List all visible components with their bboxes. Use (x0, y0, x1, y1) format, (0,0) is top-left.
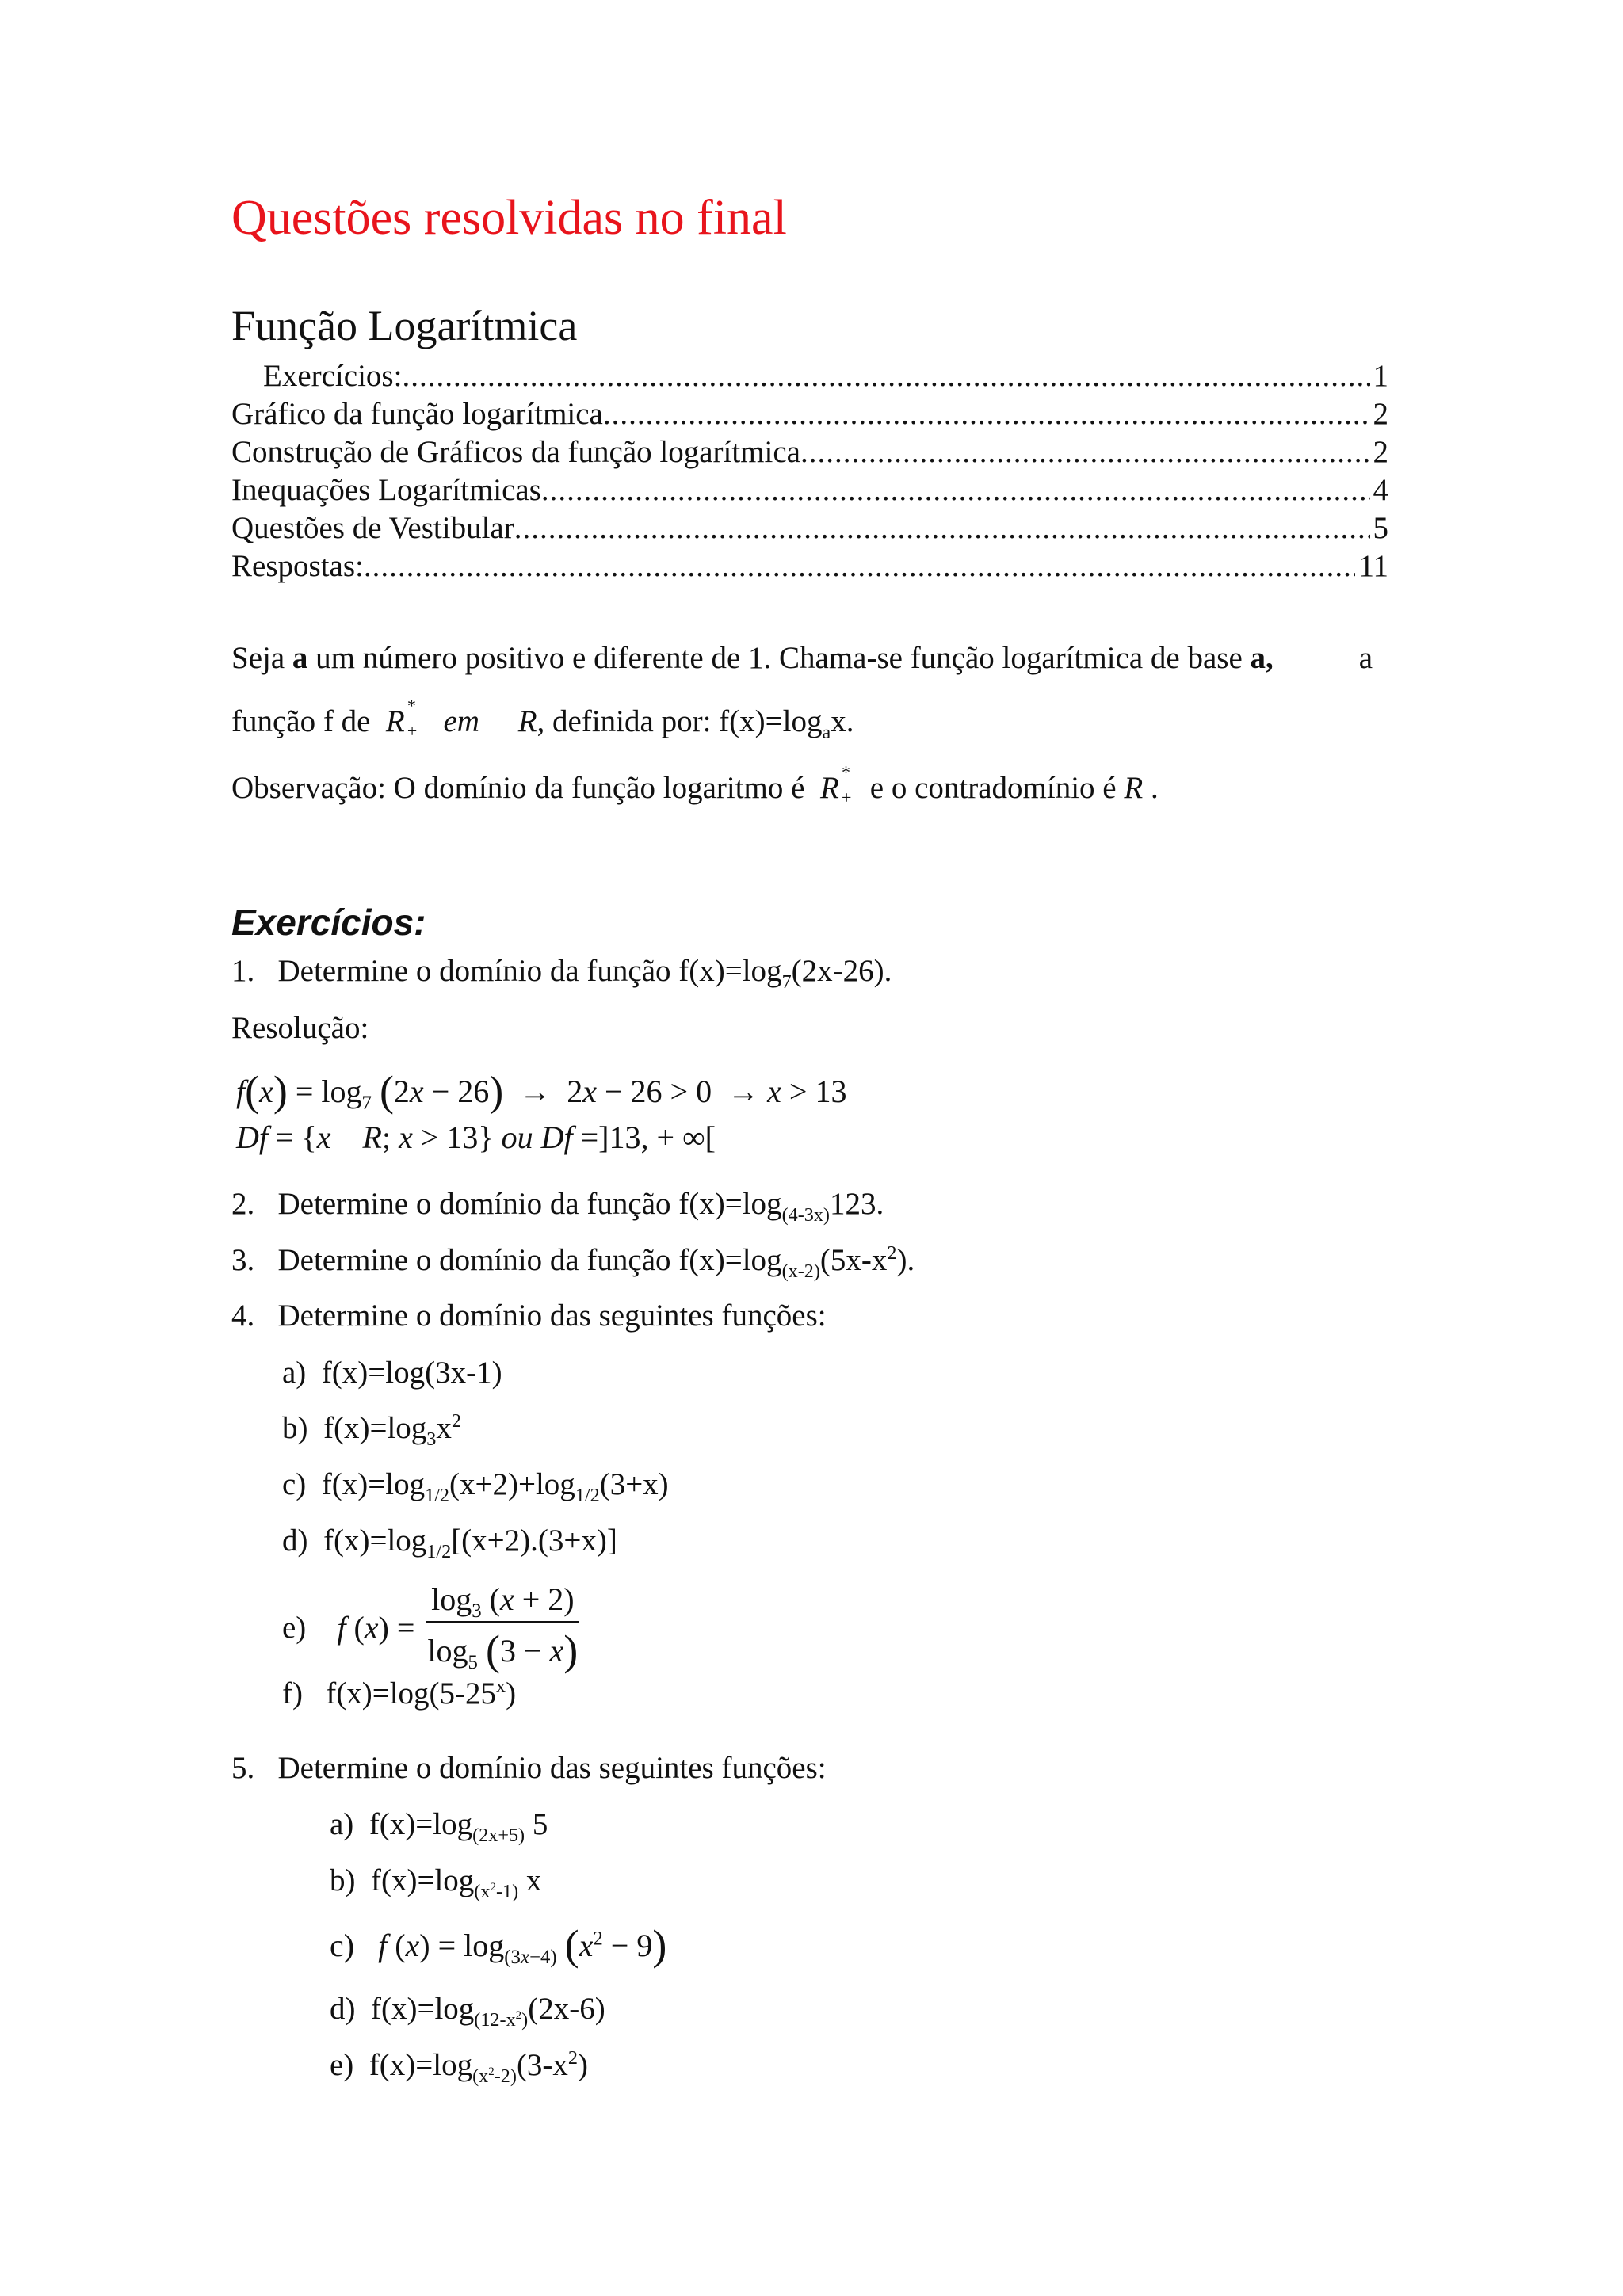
question-5b: b) $f(x)=\log_{(x^2-1)}$ x (330, 1863, 542, 1902)
question-4a: a) f(x)=log(3x-1) (282, 1356, 502, 1390)
resolution-label: Resolução: (231, 1011, 369, 1045)
toc-entry[interactable]: Respostas: ..... 11 (231, 548, 1388, 585)
intro-line-2: função f de R * + em R, definida por: $f(x)=\log_ax$. (231, 696, 854, 743)
question-1: 1. Determine o domínio da função $f(x)=\log_7(2x-26)$. (231, 954, 892, 993)
exercises-heading: Exercícios: (231, 902, 426, 943)
fraction: $\frac{\log_3 (x + 2)}{\log_5 (3 - x)}$ (427, 1581, 579, 1674)
toc-entry[interactable]: Construção de Gráficos da função logarítmica ..... 2 (231, 434, 1388, 471)
toc-entry[interactable]: Questões de Vestibular ..... 5 (231, 510, 1388, 547)
question-3: 3. Determine o domínio da função $f(x)=\log_{(x-2)}(5x-x^2)$. (231, 1242, 915, 1282)
question-4f: f) $f(x)=\log(5-25^x)$ (282, 1676, 517, 1711)
question-2: 2. Determine o domínio da função $f(x)=\log_{(4-3x)}123$. (231, 1187, 884, 1226)
question-5c: c) f $(x) = \log_{(3x-4)} (x^2 - 9)$ (330, 1921, 667, 1969)
r-plus-star-symbol: R * + (819, 762, 852, 807)
question-4: 4. Determine o domínio das seguintes funções: (231, 1299, 827, 1333)
intro-line-1: Seja a um número positivo e diferente de 1. Chama-se função logarítmica de base a, a (231, 641, 1373, 675)
toc-entry[interactable]: Exercícios: ..... 1 (263, 358, 1388, 395)
section-title: Função Logarítmica (231, 302, 578, 349)
question-5d: d) $f(x)=\log_{(12-x^2)}(2x-6)$ (330, 1992, 605, 2031)
page-title: Questões resolvidas no final (231, 191, 787, 245)
question-5: 5. Determine o domínio das seguintes funções: (231, 1751, 827, 1785)
solution-line-2: Df = {x R; x > 13} ou Df =]13, + ∞[ (236, 1119, 716, 1155)
question-4b: b) $f(x)=\log_3x^2$ (282, 1410, 461, 1450)
question-4d: d) $f(x)=\log_{1/2}[(x+2).(3+x)]$ (282, 1524, 617, 1562)
question-5e: e) $f(x)=\log_{(x^2-2)}(3-x^2)$ (330, 2047, 589, 2087)
question-4e: e) f (x) = $\frac{\log_3 (x + 2)}{\log_5 (3 - x)}$ (282, 1581, 582, 1675)
r-plus-star-symbol: R * + (385, 696, 418, 741)
question-5a: a) $f(x)=\log_{(2x+5)}$ 5 (330, 1807, 548, 1846)
observation: Observação: O domínio da função logaritmo é R * + e o contradomínio é R . (231, 762, 1159, 807)
toc-entry[interactable]: Inequações Logarítmicas ..... 4 (231, 472, 1388, 509)
toc-entry[interactable]: Gráfico da função logarítmica ..... 2 (231, 396, 1388, 433)
question-4c: c) $f(x)=\log_{1/2}(x+2)+\log_{1/2}(3+x)$ (282, 1467, 669, 1506)
solution-line-1: $f(x) = \log_7 (2x - 26) \to 2x - 26 > 0 \to x > 13$ (236, 1067, 847, 1115)
